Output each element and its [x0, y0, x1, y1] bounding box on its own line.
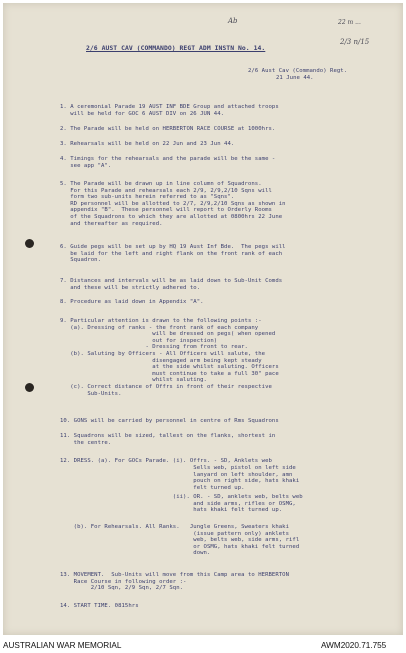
paragraph-line-i5: of the Squadrons to which they are allotted at 0800hrs 22 June	[60, 214, 283, 220]
paragraph-line-i12-b: (issue pattern only) anklets	[60, 530, 289, 537]
paragraph-line-i9: (c). Correct distance of Offrs in front of their respective	[60, 384, 272, 390]
punch-hole	[25, 239, 34, 248]
handwritten-note: Ab	[228, 17, 238, 25]
footer	[0, 637, 406, 653]
paragraph-line-i9: (b). Saluting by Officers - All Officers will salute, the	[60, 351, 266, 357]
paragraph-line-i12-a: felt turned up.	[60, 484, 245, 491]
paragraph-line-i9: disengaged arm being kept steady	[60, 357, 262, 364]
paragraph-line-i13: 13. MOVEMENT. Sub-Units will move from this Camp area to HERBERTON	[60, 572, 289, 578]
paragraph-line-i8: 8. Procedure as laid down in Appendix "A".	[60, 299, 204, 305]
punch-hole	[25, 383, 34, 392]
date-line: 21 June 44.	[276, 75, 314, 81]
paragraph-line-i14: 14. START TIME. 0815hrs	[60, 603, 139, 609]
footer-accession: AWM2020.71.755	[321, 641, 387, 650]
paragraph-line-i6: Squadron.	[60, 257, 102, 264]
paragraph-line-i12-a: pouch on right side, hats khaki	[60, 478, 300, 485]
paragraph-line-i12-a: Sells web, pistol on left side	[60, 465, 296, 471]
paragraph-line-i5: For this Parade and rehearsals each 2/9, 2/9,2/10 Sqns will	[60, 187, 272, 194]
paragraph-line-i9: will be dressed on pegs( when opened	[60, 331, 276, 338]
paragraph-line-i12-a: lanyard on left shoulder, amn	[60, 471, 293, 478]
document-title: 2/6 AUST CAV (COMMANDO) REGT ADM INSTN No. 14.	[86, 44, 266, 52]
paragraph-line-i12-b: web, belts web, side arms, rifl	[60, 537, 300, 544]
paragraph-line-i11: the centre.	[60, 439, 112, 446]
footer-credit: AUSTRALIAN WAR MEMORIAL	[3, 641, 122, 650]
paragraph-line-i4: 4. Timings for the rehearsals and the parade will be the same -	[60, 156, 276, 162]
paragraph-line-i9: 9. Particular attention is drawn to the following points :-	[60, 318, 262, 324]
paragraph-line-i1: 1. A ceremonial Parade 19 AUST INF BDE Group and attached troops	[60, 104, 279, 110]
unit-line: 2/6 Aust Cav (Commando) Regt.	[248, 68, 348, 74]
paragraph-line-i11: 11. Squadrons will be sized, tallest on the flanks, shortest in	[60, 433, 276, 439]
paragraph-line-i12-ii: (ii). OR. - SD, anklets web, belts web	[60, 494, 303, 500]
paragraph-line-i5: and thereafter as required.	[60, 220, 163, 227]
paragraph-line-i12-ii: and side arms, rifles or OSMG,	[60, 500, 296, 507]
paragraph-line-i9: out for inspection)	[60, 337, 218, 344]
paragraph-line-i12-b: (b). For Rehearsals. All Ranks. Jungle Greens, Sweaters khaki	[60, 524, 289, 530]
paragraph-line-i1: will be held for GOC 6 AUST DIV on 26 JUN 44.	[60, 110, 225, 117]
paragraph-line-i13: 2/10 Sqn, 2/9 Sqn, 2/7 Sqn.	[60, 585, 184, 592]
paragraph-line-i5: RD personnel will be allotted to 2/7, 2/9,2/10 Sqns as shown in	[60, 200, 286, 207]
paragraph-line-i9: must continue to take a full 30" pace	[60, 370, 279, 377]
paragraph-line-i2: 2. The Parade will be held on HERBERTON RACE COURSE at 1000hrs.	[60, 126, 276, 132]
paragraph-line-i9: - Dressing from front to rear.	[60, 344, 248, 351]
paragraph-line-i9: whilst saluting.	[60, 377, 207, 384]
paragraph-line-i9: Sub-Units.	[60, 390, 122, 397]
paragraph-line-i3: 3. Rehearsals will be held on 22 Jun and 23 Jun 44.	[60, 141, 235, 147]
paragraph-line-i9: (a). Dressing of ranks - the front rank of each company	[60, 324, 259, 331]
paragraph-line-i9: at the side whilst saluting. Officers	[60, 364, 279, 371]
paragraph-line-i7: 7. Distances and intervals will be as laid down to Sub-Unit Comds	[60, 278, 283, 284]
handwritten-note: 2/3 n/15	[340, 38, 370, 46]
paragraph-line-i12-head: 12. DRESS. (a). For GOCs Parade. (i). Offrs. - SD, Anklets web	[60, 458, 272, 464]
paragraph-line-i12-ii: hats khaki felt turned up.	[60, 507, 283, 514]
paragraph-line-i5: 5. The Parade will be drawn up in line column of Squadrons.	[60, 181, 262, 187]
paragraph-line-i6: be laid for the left and right flank on the front rank of each	[60, 250, 283, 257]
paragraph-line-i13: Race Course in following order :-	[60, 578, 187, 585]
paragraph-line-i10: 10. GONS will be carried by personnel in centre of Rms Squadrons	[60, 418, 279, 424]
paragraph-line-i4: see app "A".	[60, 162, 112, 169]
paragraph-line-i5: appendix "B". These personnel will report to Orderly Rooms	[60, 207, 272, 214]
paragraph-line-i6: 6. Guide pegs will be set up by HQ 19 Aust Inf Bde. The pegs will	[60, 244, 286, 250]
paragraph-line-i12-b: or OSMG, hats khaki felt turned	[60, 543, 300, 550]
paragraph-line-i5: form two sub-units herein referred to as "Sqns".	[60, 194, 235, 201]
paragraph-line-i12-b: down.	[60, 550, 211, 557]
paragraph-line-i7: and these will be strictly adhered to.	[60, 284, 201, 291]
handwritten-note: 22 m ...	[338, 19, 361, 26]
